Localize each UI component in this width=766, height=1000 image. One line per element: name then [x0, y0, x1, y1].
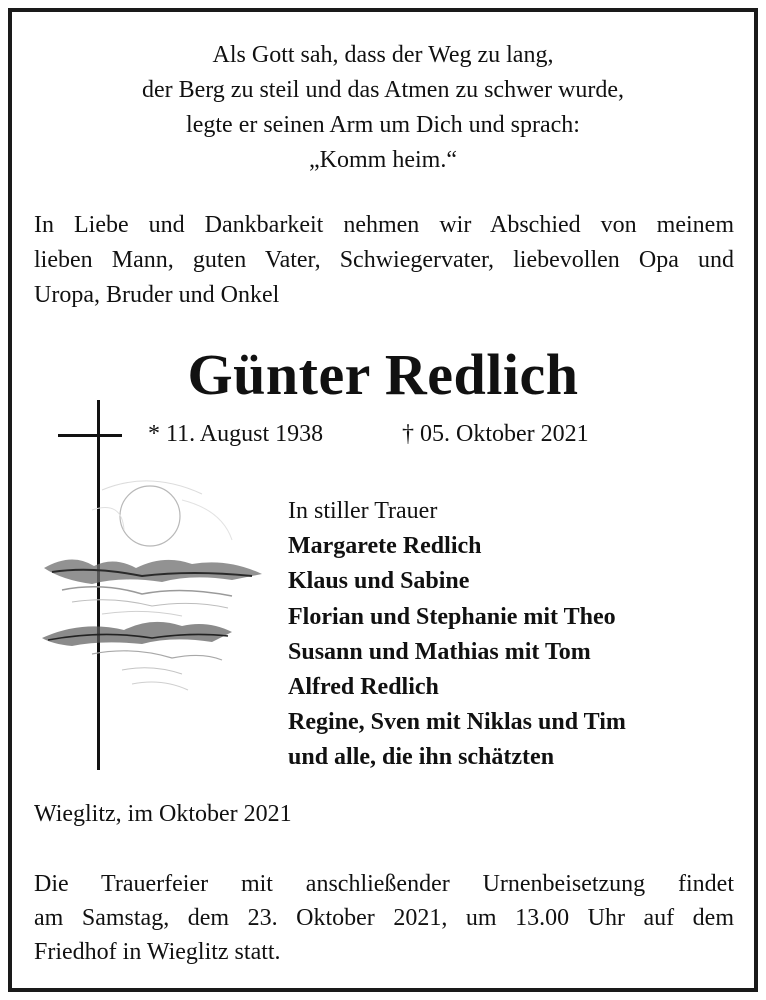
funeral-line-3: Friedhof in Wieglitz statt.	[34, 939, 281, 965]
intro-line-2: lieben Mann, guten Vater, Schwiegervater, liebevollen Opa und	[34, 247, 734, 273]
mourners-list	[288, 494, 626, 776]
obituary-frame	[8, 8, 758, 992]
deceased-name: Günter Redlich	[187, 342, 579, 407]
intro-line-3: Uropa, Bruder und Onkel	[34, 282, 280, 308]
poem-line-4: „Komm heim.“	[309, 147, 457, 173]
death-date: † 05. Oktober 2021	[402, 421, 589, 447]
poem-line-3: legte er seinen Arm um Dich und sprach:	[186, 112, 580, 138]
poem	[12, 38, 754, 178]
mourner-name: Margarete Redlich	[288, 533, 482, 560]
poem-line-2: der Berg zu steil und das Atmen zu schwer wurde,	[141, 77, 625, 103]
mourner-name: Regine, Sven mit Niklas und Tim	[288, 709, 626, 736]
intro-line-1: In Liebe und Dankbarkeit nehmen wir Abschied von meinem	[34, 212, 734, 238]
funeral-notice	[34, 867, 734, 969]
mourners-heading: In stiller Trauer	[288, 498, 438, 524]
mourner-name: und alle, die ihn schätzten	[288, 744, 555, 771]
mourner-name: Alfred Redlich	[288, 674, 439, 701]
intro-text	[34, 208, 734, 313]
place-date: Wieglitz, im Oktober 2021	[34, 801, 292, 827]
mourner-name: Florian und Stephanie mit Theo	[288, 603, 616, 630]
poem-line-1: Als Gott sah, dass der Weg zu lang,	[212, 42, 554, 68]
moon-landscape-illustration	[32, 470, 272, 710]
mourner-name: Susann und Mathias mit Tom	[288, 638, 591, 665]
birth-date: * 11. August 1938	[148, 421, 324, 447]
funeral-line-2: am Samstag, dem 23. Oktober 2021, um 13.00 Uhr auf dem	[34, 905, 734, 931]
mourner-name: Klaus und Sabine	[288, 568, 470, 595]
funeral-line-1: Die Trauerfeier mit anschließender Urnenbeisetzung findet	[34, 871, 734, 897]
